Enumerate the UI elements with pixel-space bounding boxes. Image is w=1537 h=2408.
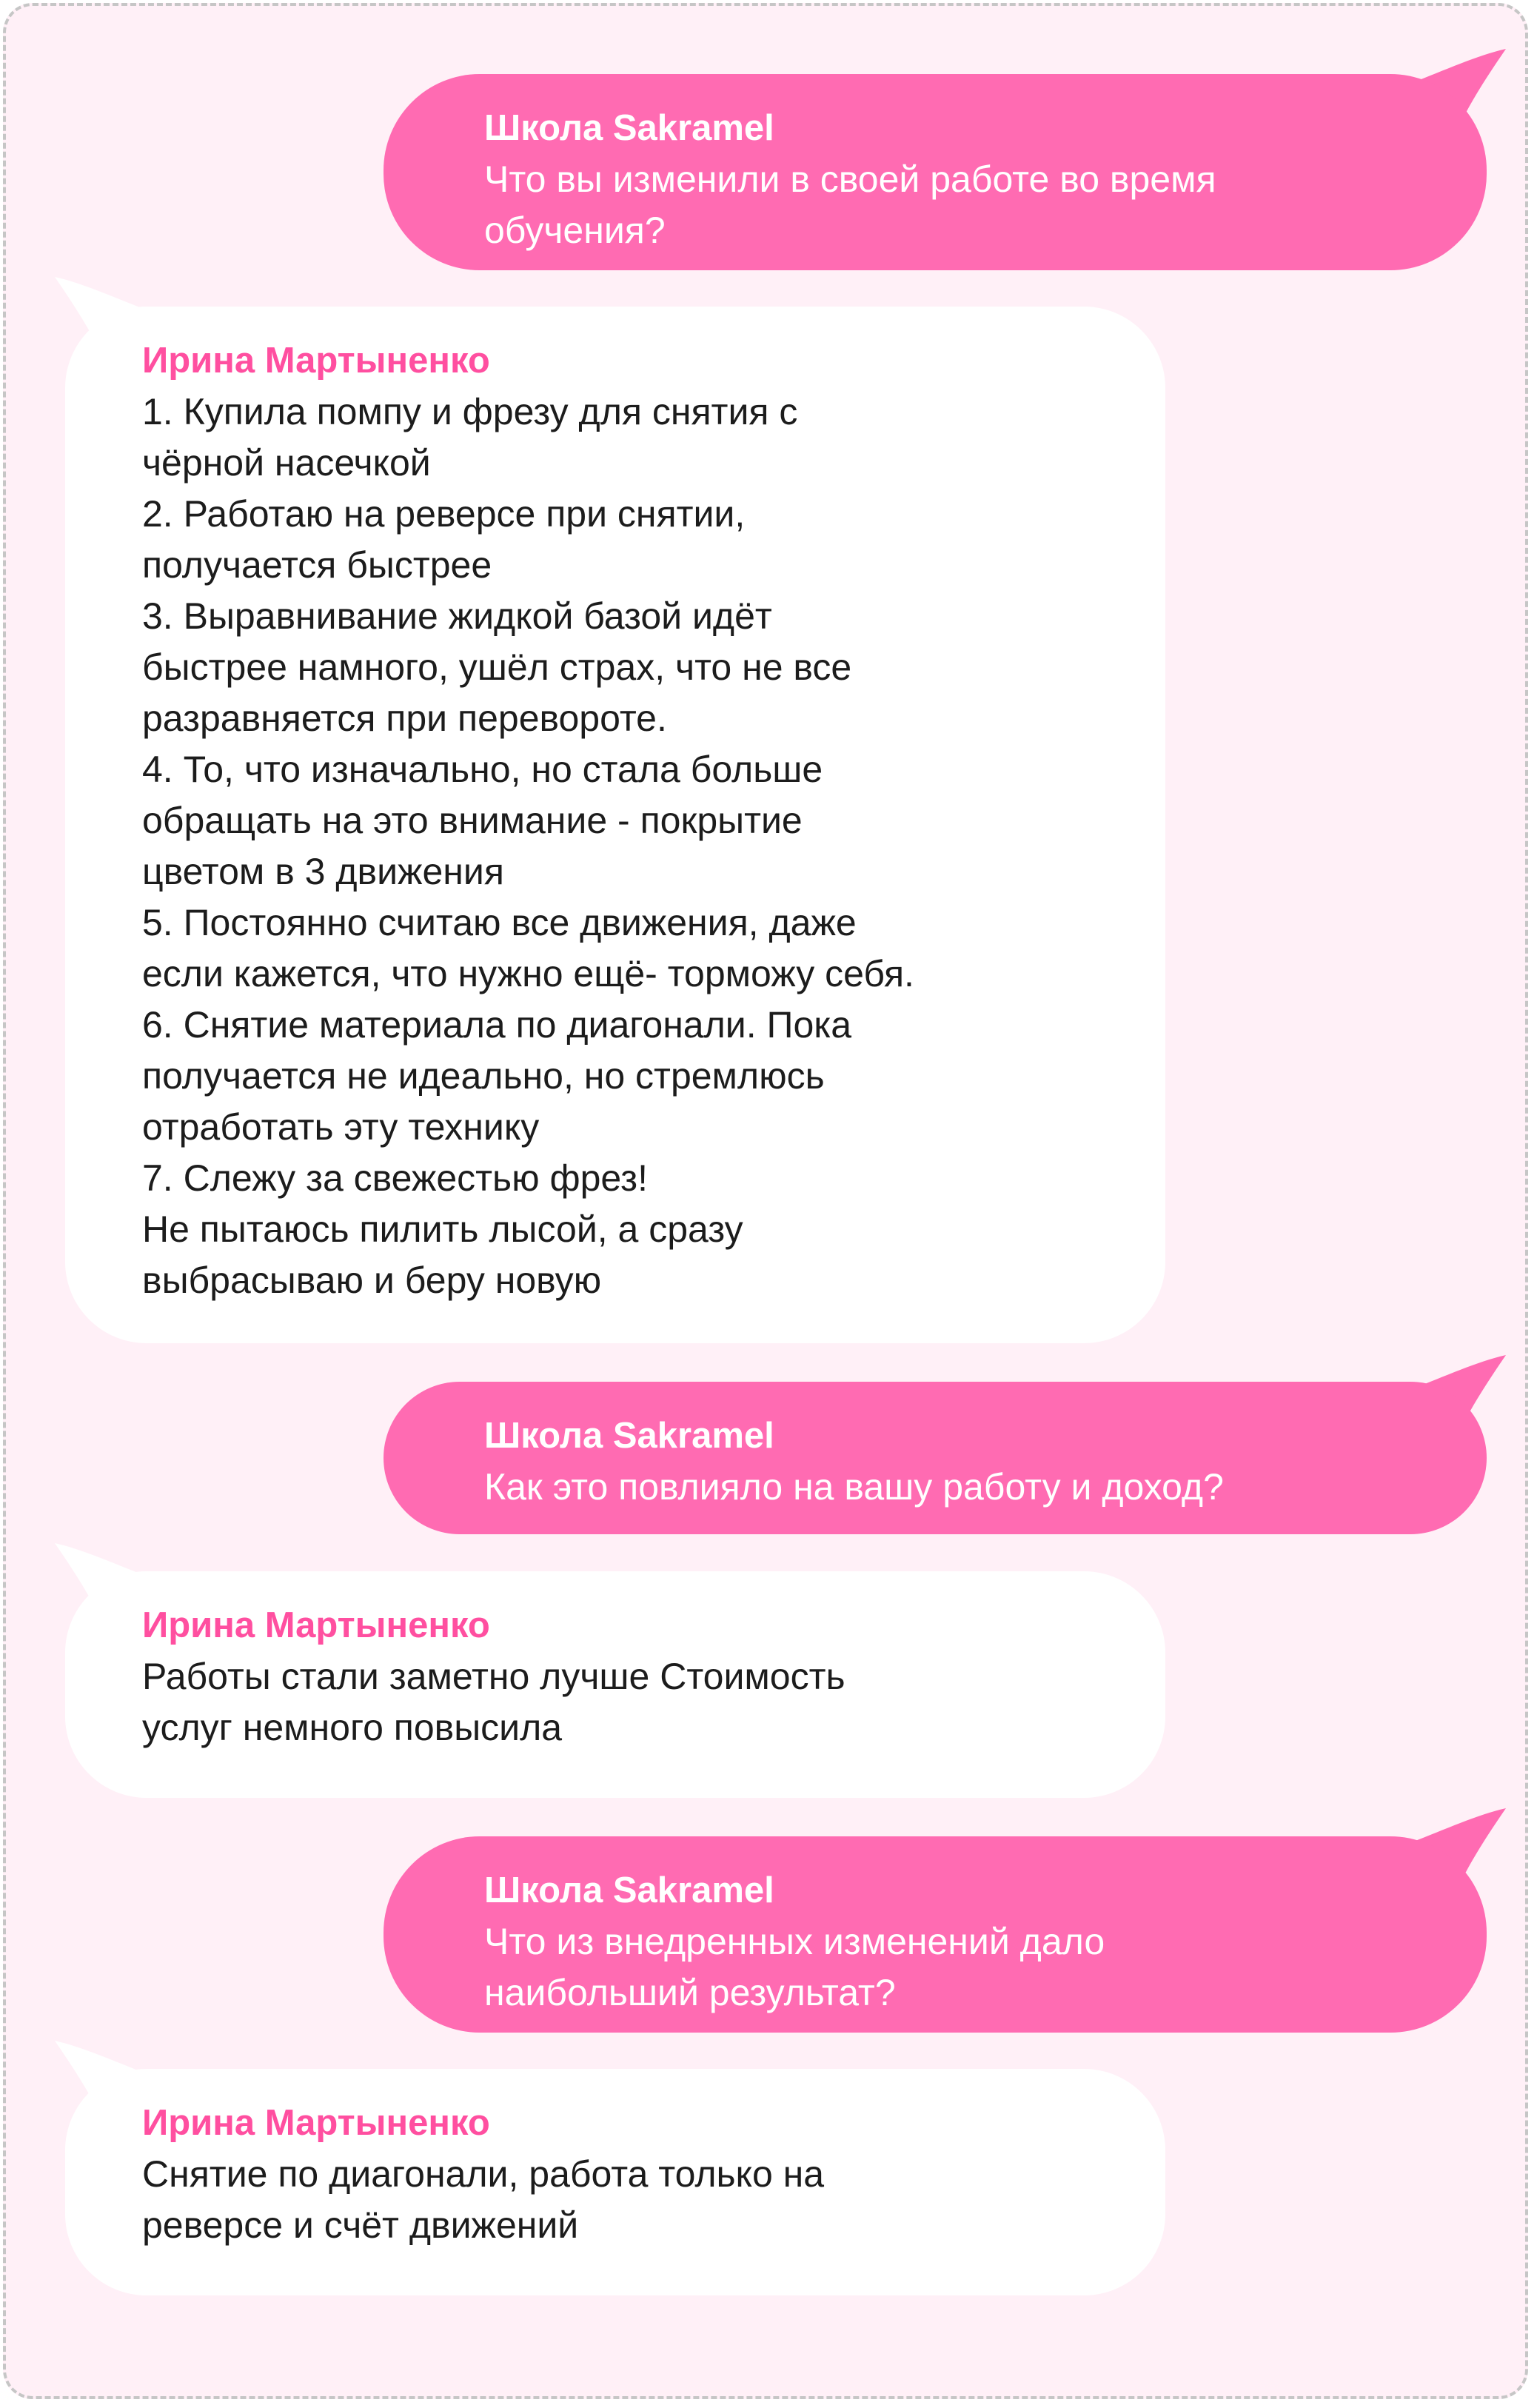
message-text (142, 387, 1121, 1306)
message-line: реверсе и счёт движений (142, 2204, 579, 2246)
message-line: 6. Снятие материала по диагонали. Пока (142, 1004, 852, 1046)
message-client (65, 1571, 1165, 1798)
message-line: Снятие по диагонали, работа только на (142, 2153, 825, 2195)
message-sender: Школа Sakramel (484, 108, 774, 148)
message-line: Что из внедренных изменений дало (484, 1921, 1105, 1962)
message-text (484, 1462, 1420, 1513)
message-line: 7. Слежу за свежестью фрез! (142, 1157, 648, 1199)
message-text (484, 154, 1420, 256)
message-line: Работы стали заметно лучше Стоимость (142, 1656, 845, 1697)
message-line: получается не идеально, но стремлюсь (142, 1055, 825, 1097)
message-sender: Ирина Мартыненко (142, 341, 490, 381)
message-sender: Ирина Мартыненко (142, 2103, 490, 2143)
message-line: обучения? (484, 210, 666, 251)
message-client (65, 307, 1165, 1343)
message-school (384, 74, 1487, 270)
message-text (142, 1651, 1121, 1753)
message-school (384, 1836, 1487, 2033)
message-line: 3. Выравнивание жидкой базой идёт (142, 595, 772, 637)
message-line: 2. Работаю на реверсе при снятии, (142, 493, 746, 535)
message-line: чёрной насечкой (142, 442, 431, 484)
message-line: услуг немного повысила (142, 1707, 563, 1748)
message-text (484, 1916, 1420, 2019)
message-text (142, 2149, 1121, 2251)
message-line: разравняется при перевороте. (142, 698, 667, 739)
message-sender: Ирина Мартыненко (142, 1605, 490, 1645)
message-line: 4. То, что изначально, но стала больше (142, 749, 823, 790)
message-line: наибольший результат? (484, 1972, 896, 2013)
message-line: Что вы изменили в своей работе во время (484, 158, 1216, 200)
message-line: обращать на это внимание - покрытие (142, 800, 803, 841)
message-line: Как это повлияло на вашу работу и доход? (484, 1466, 1224, 1508)
message-line: 5. Постоянно считаю все движения, даже (142, 902, 857, 943)
message-line: выбрасываю и беру новую (142, 1260, 602, 1301)
message-line: 1. Купила помпу и фрезу для снятия с (142, 391, 798, 432)
message-line: отработать эту технику (142, 1106, 540, 1148)
message-school (384, 1382, 1487, 1534)
message-sender: Школа Sakramel (484, 1870, 774, 1910)
message-line: быстрее намного, ушёл страх, что не все (142, 646, 852, 688)
message-client (65, 2069, 1165, 2295)
message-line: получается быстрее (142, 544, 492, 586)
message-sender: Школа Sakramel (484, 1416, 774, 1456)
message-line: цветом в 3 движения (142, 851, 504, 892)
message-line: если кажется, что нужно ещё- торможу себя. (142, 953, 914, 994)
chat-frame (3, 3, 1528, 2399)
message-line: Не пытаюсь пилить лысой, а сразу (142, 1208, 743, 1250)
